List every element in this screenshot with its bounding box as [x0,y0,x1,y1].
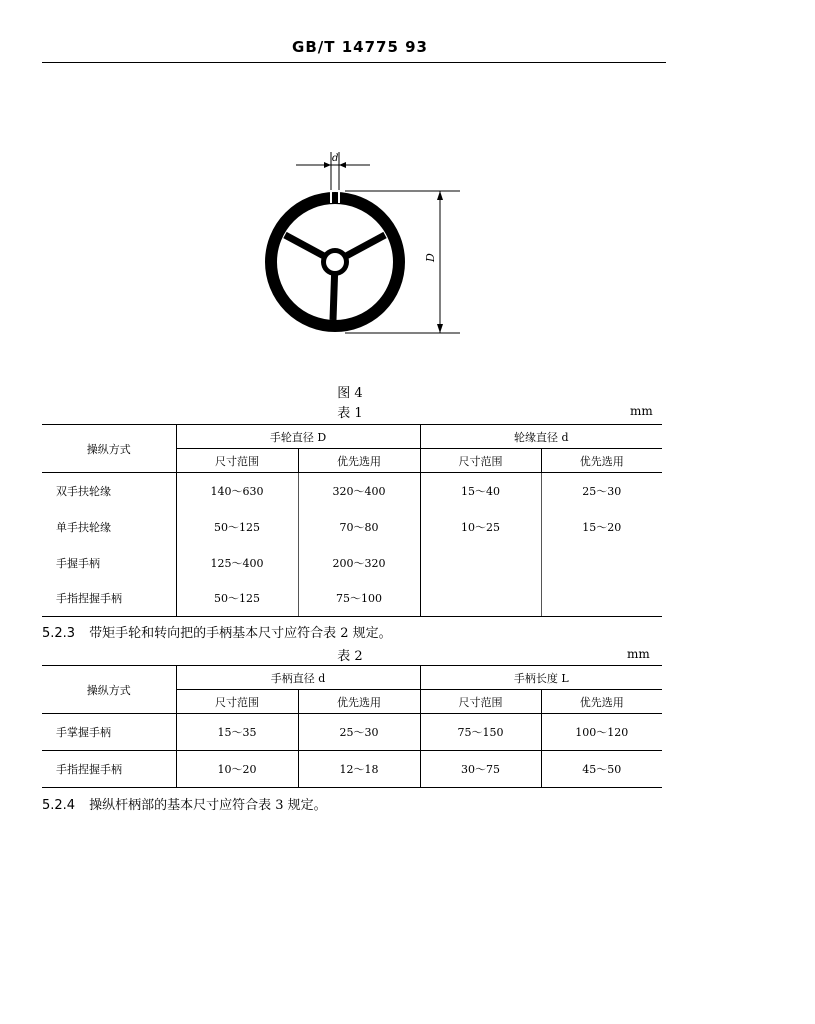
table2 [42,665,662,788]
table2-header-group1: 手柄直径 d [176,666,420,690]
paragraph-5-2-4 [42,794,327,813]
table2-unit: mm [627,647,650,661]
header-rule [42,62,666,63]
table-cell: 10～20 [176,751,298,788]
table-cell: 50～125 [176,509,298,545]
table-cell: 45～50 [541,751,662,788]
table-cell: 140～630 [176,473,298,509]
table-cell: 15～35 [176,714,298,751]
table-cell: 50～125 [176,581,298,617]
figure-caption: 图 4 [337,386,363,401]
table1-unit: mm [630,404,653,418]
table-cell: 320～400 [298,473,420,509]
table1-header-group2: 轮缘直径 d [420,425,662,449]
table-cell [541,545,662,581]
table-row [42,714,662,751]
standard-number: GB/T 14775 93 [292,38,428,56]
table1-header-group1: 手轮直径 D [176,425,420,449]
paragraph-5-2-3 [42,622,392,641]
table-cell [541,581,662,617]
table-cell: 10～25 [420,509,541,545]
clause-number: 5.2.4 [42,798,76,813]
table-cell: 125～400 [176,545,298,581]
handwheel-figure [250,140,470,340]
table-row [42,545,662,581]
table-cell: 30～75 [420,751,541,788]
table-cell: 15～20 [582,520,622,534]
table2-subheader: 优先选用 [541,690,662,714]
table1-caption: 表 1 [337,406,363,421]
row-label: 手掌握手柄 [42,714,176,751]
table-cell: 200～320 [298,545,420,581]
table-cell [420,581,541,617]
table-cell: 100～120 [541,714,662,751]
table2-caption: 表 2 [337,649,363,664]
table2-subheader: 优先选用 [298,690,420,714]
table1-subheader: 优先选用 [541,449,662,473]
table-cell: 70～80 [298,509,420,545]
table-cell: 15～40 [420,473,541,509]
table1-subheader: 尺寸范围 [176,449,298,473]
dim-label-d: d [332,153,339,164]
table-row [42,581,662,617]
table-cell [420,545,541,581]
table-cell: 75～150 [420,714,541,751]
row-label: 单手扶轮缘 [42,509,176,545]
table-row [42,509,662,545]
table1-subheader: 优先选用 [298,449,420,473]
clause-text: 操纵杆柄部的基本尺寸应符合表 3 规定。 [89,798,327,813]
table2-header-method: 操纵方式 [42,666,176,714]
row-label: 双手扶轮缘 [42,473,176,509]
clause-number: 5.2.3 [42,626,76,641]
table-cell: 25～30 [582,484,622,498]
row-label: 手握手柄 [42,545,176,581]
dim-label-D: D [424,253,437,262]
table-cell: 12～18 [298,751,420,788]
table1 [42,424,662,617]
table-row [42,473,662,509]
clause-text: 带矩手轮和转向把的手柄基本尺寸应符合表 2 规定。 [89,626,392,641]
table1-subheader: 尺寸范围 [420,449,541,473]
row-label: 手指捏握手柄 [42,581,176,617]
table1-header-method: 操纵方式 [42,425,176,473]
table2-subheader: 尺寸范围 [176,690,298,714]
row-label: 手指捏握手柄 [42,751,176,788]
table-cell: 25～30 [298,714,420,751]
table2-header-group2: 手柄长度 L [420,666,662,690]
table2-subheader: 尺寸范围 [420,690,541,714]
table-cell: 75～100 [298,581,420,617]
table-row [42,751,662,788]
